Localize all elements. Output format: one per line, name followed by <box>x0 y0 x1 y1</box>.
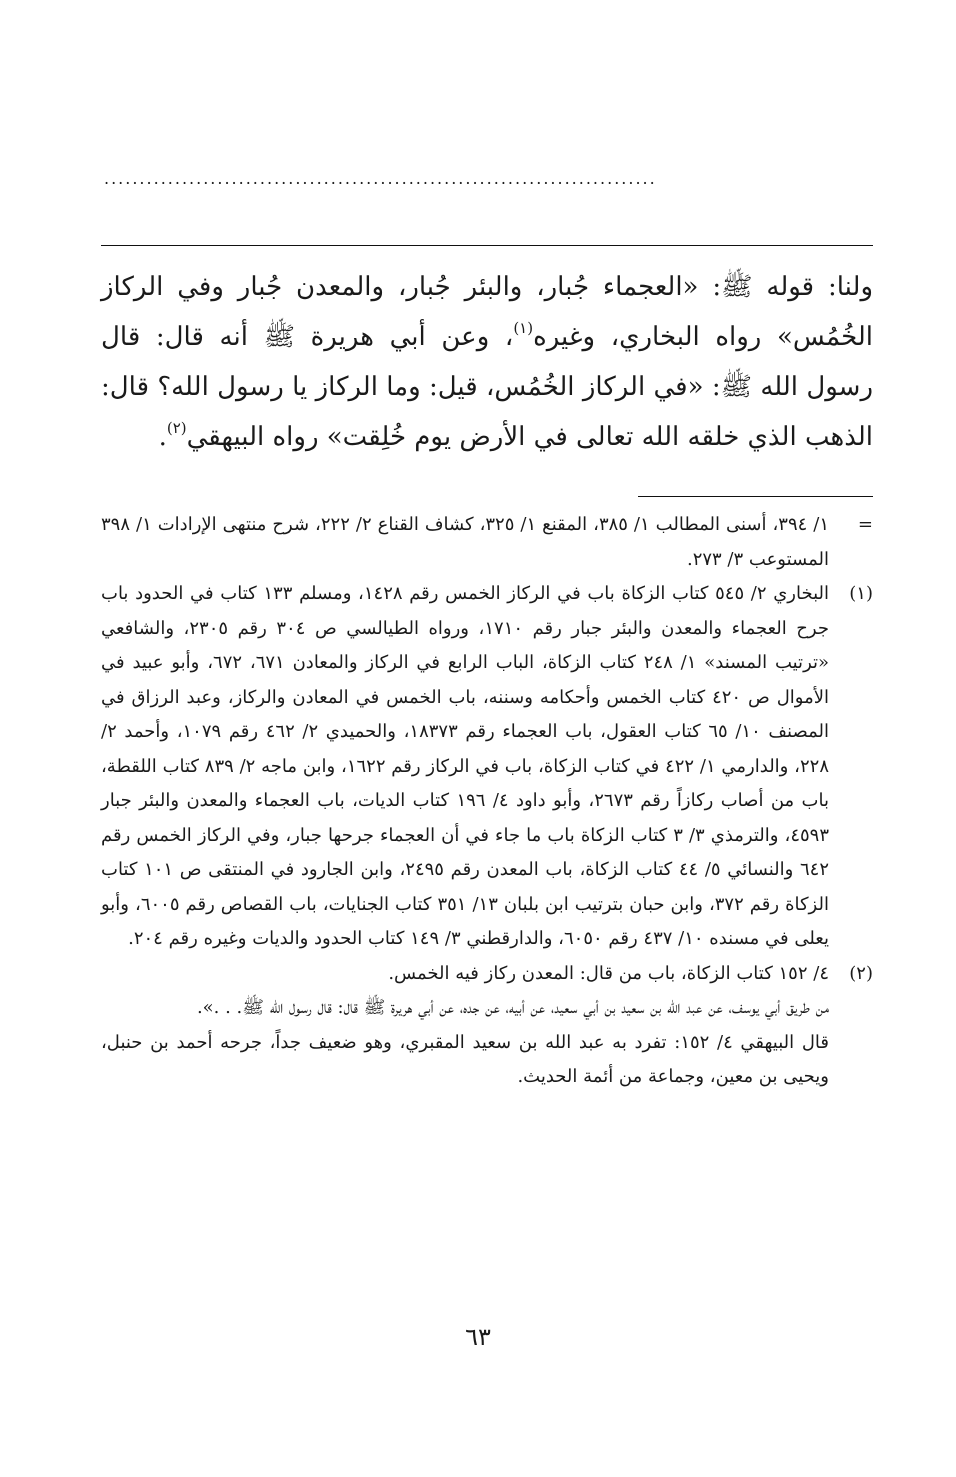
dot-leader: .............................................................................. <box>104 169 657 188</box>
footnote-text: ١/ ٣٩٤، أسنى المطالب ١/ ٣٨٥، المقنع ١/ ٣٢٥، كشاف القناع ٢/ ٢٢٢، شرح منتهى الإرادات ١/ ٣٩٨ المستوعب ٣/ ٢٧٣. <box>101 514 830 570</box>
footnote-marker: (١) <box>849 583 873 604</box>
main-text-part-2: ، وعن أبي هريرة ﷺ أنه قال: قال رسول الله ﷺ: «في الركاز الخُمُس، قيل: وما الركاز يا رسول الله؟ قال: الذهب الذي خلقه الله تعالى في الأرض يوم خُلِقت» رواه البيهقي <box>101 322 873 452</box>
footnote-text: من طريق أبي يوسف، عن عبد الله بن سعيد بن أبي سعيد، عن أبيه، عن جده، عن أبي هريرة ﷺ قال: قال رسول الله ﷺ. . .». <box>196 997 829 1018</box>
footnote-text: قال البيهقي ٤/ ١٥٢: تفرد به عبد الله بن سعيد المقبري، وهو ضعيف جداً، جرحه أحمد بن حنبل، ويحيى بن معين، وجماعة من أئمة الحديث. <box>101 1031 829 1087</box>
footnote-marker: (٢) <box>849 962 873 984</box>
footnote-separator-rule <box>638 496 873 497</box>
top-separator-rule <box>101 245 873 246</box>
page-number: ٦٣ <box>465 1323 491 1351</box>
footnote-1 <box>101 577 873 957</box>
main-text-part-1: ولنا: قوله ﷺ: «العجماء جُبار، والبئر جُبار، والمعدن جُبار وفي الركاز الخُمُس» رواه البخاري، وغيره <box>101 272 874 352</box>
main-text-part-3: . <box>158 422 167 452</box>
footnote-text: البخاري ٢/ ٥٤٥ كتاب الزكاة باب في الركاز الخمس رقم ١٤٢٨، ومسلم ١٣٣ كتاب في الحدود باب جرح العجماء والمعدن والبئر جبار رقم ١٧١٠، ورواه الطيالسي ص ٣٠٤ رقم ٢٣٠٥، والشافعي «ترتيب المسند» ١/ ٢٤٨ كتاب الزكاة، الباب الرابع في الركاز والمعادن ٦٧١، ٦٧٢، وأبو عبيد في الأموال ص ٤٢٠ كتاب الخمس وأحكامه وسننه، باب الخمس في المعادن والركاز، وعبد الرزاق في المصنف ١٠/ ٦٥ كتاب العقول، باب العجماء رقم ١٨٣٧٣، والحميدي ٢/ ٤٦٢ رقم ١٠٧٩، وأحمد ٢/ ٢٢٨، والدارمي ١/ ٤٢٢ في كتاب الزكاة، باب في الركاز رقم ١٦٢٢، وابن ماجه ٢/ ٨٣٩ كتاب اللقطة، باب من أصاب ركازاً رقم ٢٦٧٣، وأبو داود ٤/ ١٩٦ كتاب الديات، باب العجماء والمعدن والبئر جبار ٤٥٩٣، والترمذي ٣/ ٣ كتاب الزكاة باب ما جاء في أن العجماء جرحها جبار، وفي الركاز الخمس رقم ٦٤٢ والنسائي ٥/ ٤٤ كتاب الزكاة، باب المعدن رقم ٢٤٩٥، وابن الجارود في المنتقى ص ١٠١ كتاب الزكاة رقم ٣٧٢، وابن حبان بترتيب ابن بلبان ١٣/ ٣٥١ كتاب الجنايات، باب القصاص رقم ٦٠٠٥، وأبو يعلى في مسنده ١٠/ ٤٣٧ رقم ٦٠٥٠، والدارقطني ٣/ ١٤٩ كتاب الحدود والديات وغيره رقم ٢٠٤. <box>101 583 830 949</box>
footnote-marker: = <box>857 514 873 535</box>
footnote-continuation <box>101 508 873 577</box>
footnotes <box>101 508 873 1095</box>
footnote-ref-2[interactable]: (٢) <box>166 419 187 437</box>
footnote-2 <box>101 957 873 1095</box>
footnote-text: ٤/ ١٥٢ كتاب الزكاة، باب من قال: المعدن ركاز فيه الخمس. <box>388 962 829 984</box>
main-paragraph <box>101 262 873 462</box>
footnote-ref-1[interactable]: (١) <box>513 319 534 337</box>
main-text <box>101 262 873 462</box>
